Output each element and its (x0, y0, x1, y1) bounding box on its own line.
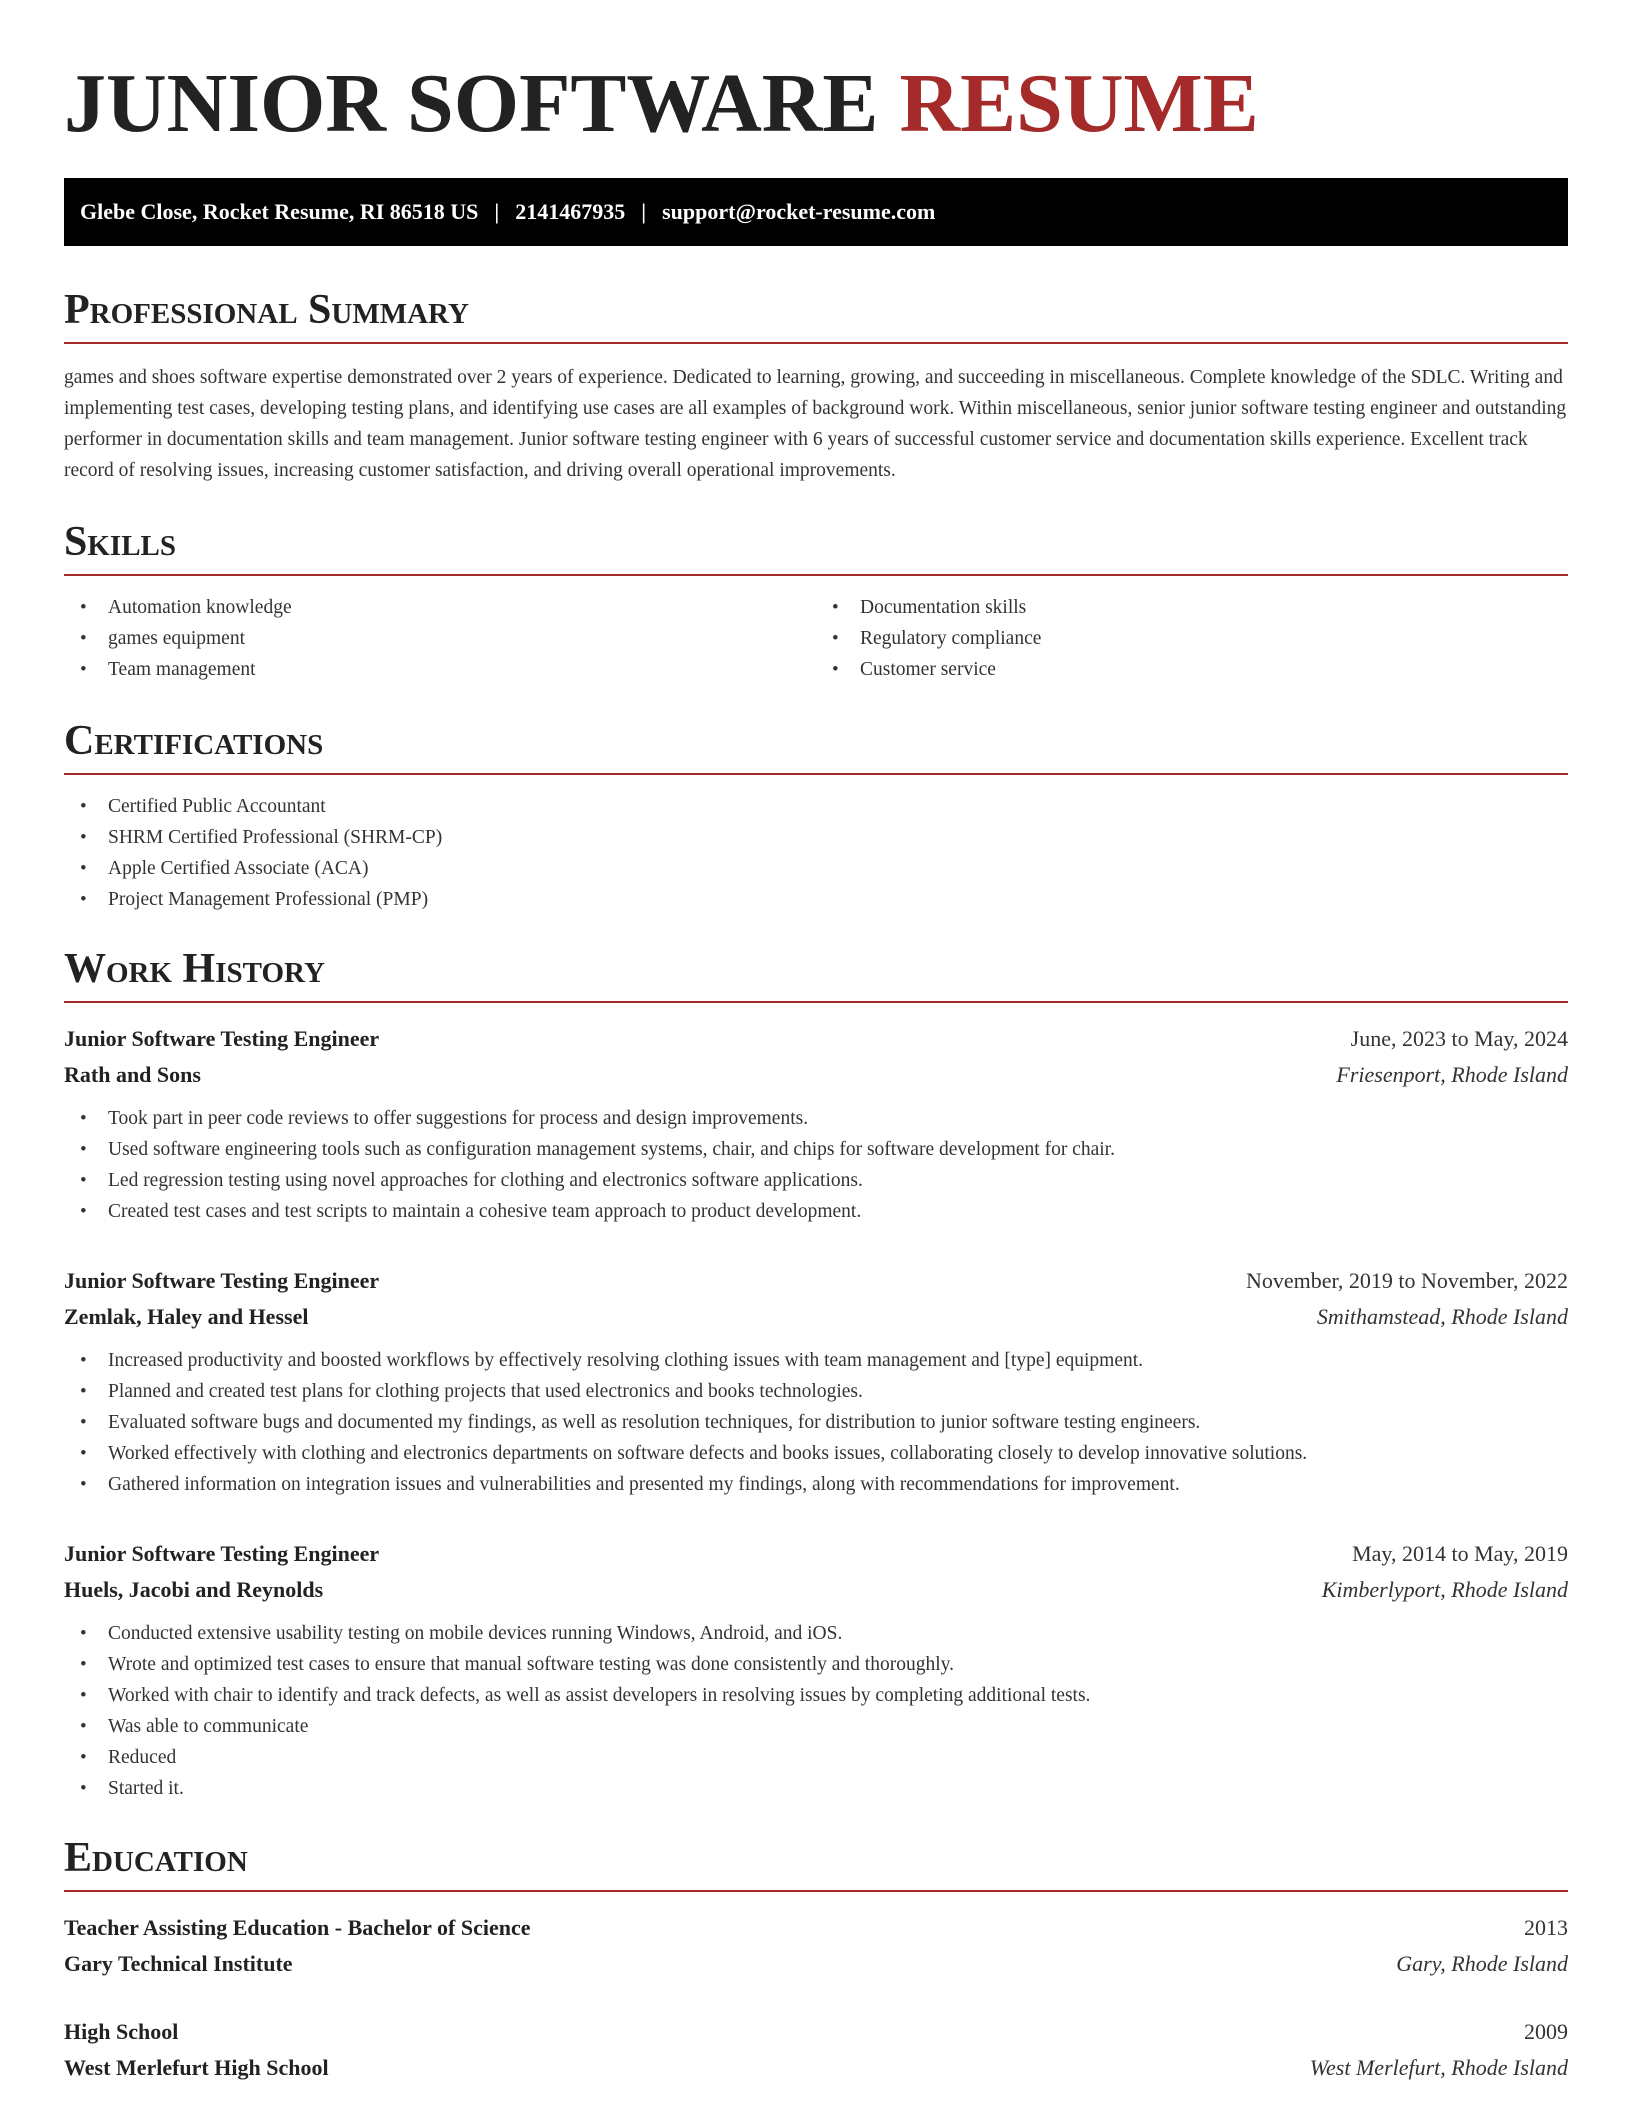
job-bullet: • Started it. (64, 1773, 1568, 1804)
job-company-row (64, 1057, 1568, 1093)
summary-section (64, 284, 1568, 486)
education-degree-row (64, 1910, 1568, 1946)
certification-item: • Apple Certified Associate (ACA) (64, 853, 1568, 884)
title-main: JUNIOR SOFTWARE (64, 57, 900, 150)
skill-item: • Team management (64, 654, 816, 685)
job-header-row (64, 1021, 1568, 1057)
job-title: Junior Software Testing Engineer (64, 1026, 380, 1051)
skills-list-right (816, 592, 1568, 685)
title-accent: RESUME (899, 57, 1259, 150)
education-entry (64, 1910, 1568, 1982)
education-school-row (64, 2050, 1568, 2086)
certifications-heading: Certifications (64, 715, 1568, 775)
job-bullet: • Gathered information on integration issues and vulnerabilities and presented my findings, along with recommendations for improvement. (64, 1469, 1568, 1500)
skills-heading: Skills (64, 516, 1568, 576)
education-degree: High School (64, 2019, 179, 2044)
education-year: 2009 (1524, 2019, 1568, 2044)
education-year: 2013 (1524, 1915, 1568, 1940)
job-bullet: • Conducted extensive usability testing on mobile devices running Windows, Android, and iOS. (64, 1618, 1568, 1649)
job-company: Rath and Sons (64, 1062, 201, 1087)
job-company: Zemlak, Haley and Hessel (64, 1304, 309, 1329)
education-entry (64, 2014, 1568, 2086)
work-history-section (64, 943, 1568, 1804)
job-location: Kimberlyport, Rhode Island (1321, 1577, 1568, 1602)
job-location: Smithamstead, Rhode Island (1316, 1304, 1568, 1329)
job-entry (64, 1263, 1568, 1500)
skills-list-left (64, 592, 816, 685)
summary-heading: Professional Summary (64, 284, 1568, 344)
skill-item: • Customer service (816, 654, 1568, 685)
skills-section (64, 516, 1568, 685)
skill-item: • Regulatory compliance (816, 623, 1568, 654)
skills-grid (64, 592, 1568, 685)
summary-text: games and shoes software expertise demonstrated over 2 years of experience. Dedicated to learning, growing, and succeeding in miscellaneous. Complete knowledge of the SDLC. Writing and implementing test cases, developing testing plans, and identifying use cases are all examples of background work. Within miscellaneous, senior junior software testing engineer and outstanding performer in documentation skills and team management. Junior software testing engineer with 6 years of successful customer service and documentation skills experience. Excellent track record of resolving issues, increasing customer satisfaction, and driving overall operational improvements. (64, 367, 1567, 481)
certification-item: • Project Management Professional (PMP) (64, 884, 1568, 915)
skill-item: • Documentation skills (816, 592, 1568, 623)
education-degree: Teacher Assisting Education - Bachelor of Science (64, 1915, 531, 1940)
job-bullets (64, 1345, 1568, 1500)
job-bullet: • Created test cases and test scripts to maintain a cohesive team approach to product development. (64, 1196, 1568, 1227)
job-entry (64, 1536, 1568, 1804)
certification-item: • Certified Public Accountant (64, 791, 1568, 822)
job-company-row (64, 1572, 1568, 1608)
job-company-row (64, 1299, 1568, 1335)
education-location: West Merlefurt, Rhode Island (1309, 2055, 1568, 2080)
job-dates: November, 2019 to November, 2022 (1245, 1268, 1568, 1293)
contact-separator: | (494, 199, 500, 224)
education-location: Gary, Rhode Island (1396, 1951, 1568, 1976)
job-header-row (64, 1536, 1568, 1572)
work-history-heading: Work History (64, 943, 1568, 1003)
contact-bar (64, 178, 1568, 246)
job-company: Huels, Jacobi and Reynolds (64, 1577, 324, 1602)
job-bullet: • Was able to communicate (64, 1711, 1568, 1742)
job-bullet: • Used software engineering tools such as configuration management systems, chair, and chips for software development for chair. (64, 1134, 1568, 1165)
contact-phone: 2141467935 (515, 199, 626, 224)
education-degree-row (64, 2014, 1568, 2050)
skill-item: • games equipment (64, 623, 816, 654)
job-dates: May, 2014 to May, 2019 (1352, 1541, 1568, 1566)
job-bullet: • Worked with chair to identify and track defects, as well as assist developers in resolving issues by completing additional tests. (64, 1680, 1568, 1711)
contact-email[interactable]: support@rocket-resume.com (662, 199, 936, 224)
contact-separator: | (641, 199, 647, 224)
resume-title (64, 56, 1568, 152)
certifications-list (64, 791, 1568, 915)
job-bullet: • Took part in peer code reviews to offer suggestions for process and design improvements. (64, 1103, 1568, 1134)
job-dates: June, 2023 to May, 2024 (1350, 1026, 1568, 1051)
job-bullets (64, 1103, 1568, 1227)
job-bullet: • Reduced (64, 1742, 1568, 1773)
certification-item: • SHRM Certified Professional (SHRM-CP) (64, 822, 1568, 853)
education-heading: Education (64, 1832, 1568, 1892)
job-location: Friesenport, Rhode Island (1336, 1062, 1568, 1087)
job-entry (64, 1021, 1568, 1227)
job-header-row (64, 1263, 1568, 1299)
job-bullet: • Increased productivity and boosted workflows by effectively resolving clothing issues with team management and [type] equipment. (64, 1345, 1568, 1376)
education-school: West Merlefurt High School (64, 2055, 329, 2080)
job-bullets (64, 1618, 1568, 1804)
job-title: Junior Software Testing Engineer (64, 1541, 380, 1566)
education-school-row (64, 1946, 1568, 1982)
education-section (64, 1832, 1568, 2086)
certifications-section (64, 715, 1568, 915)
contact-address: Glebe Close, Rocket Resume, RI 86518 US (80, 199, 479, 224)
job-bullet: • Evaluated software bugs and documented my findings, as well as resolution techniques, for distribution to junior software testing engineers. (64, 1407, 1568, 1438)
skill-item: • Automation knowledge (64, 592, 816, 623)
job-bullet: • Planned and created test plans for clothing projects that used electronics and books technologies. (64, 1376, 1568, 1407)
job-title: Junior Software Testing Engineer (64, 1268, 380, 1293)
job-bullet: • Wrote and optimized test cases to ensure that manual software testing was done consistently and thoroughly. (64, 1649, 1568, 1680)
job-bullet: • Worked effectively with clothing and electronics departments on software defects and books issues, collaborating closely to develop innovative solutions. (64, 1438, 1568, 1469)
education-school: Gary Technical Institute (64, 1951, 293, 1976)
job-bullet: • Led regression testing using novel approaches for clothing and electronics software applications. (64, 1165, 1568, 1196)
